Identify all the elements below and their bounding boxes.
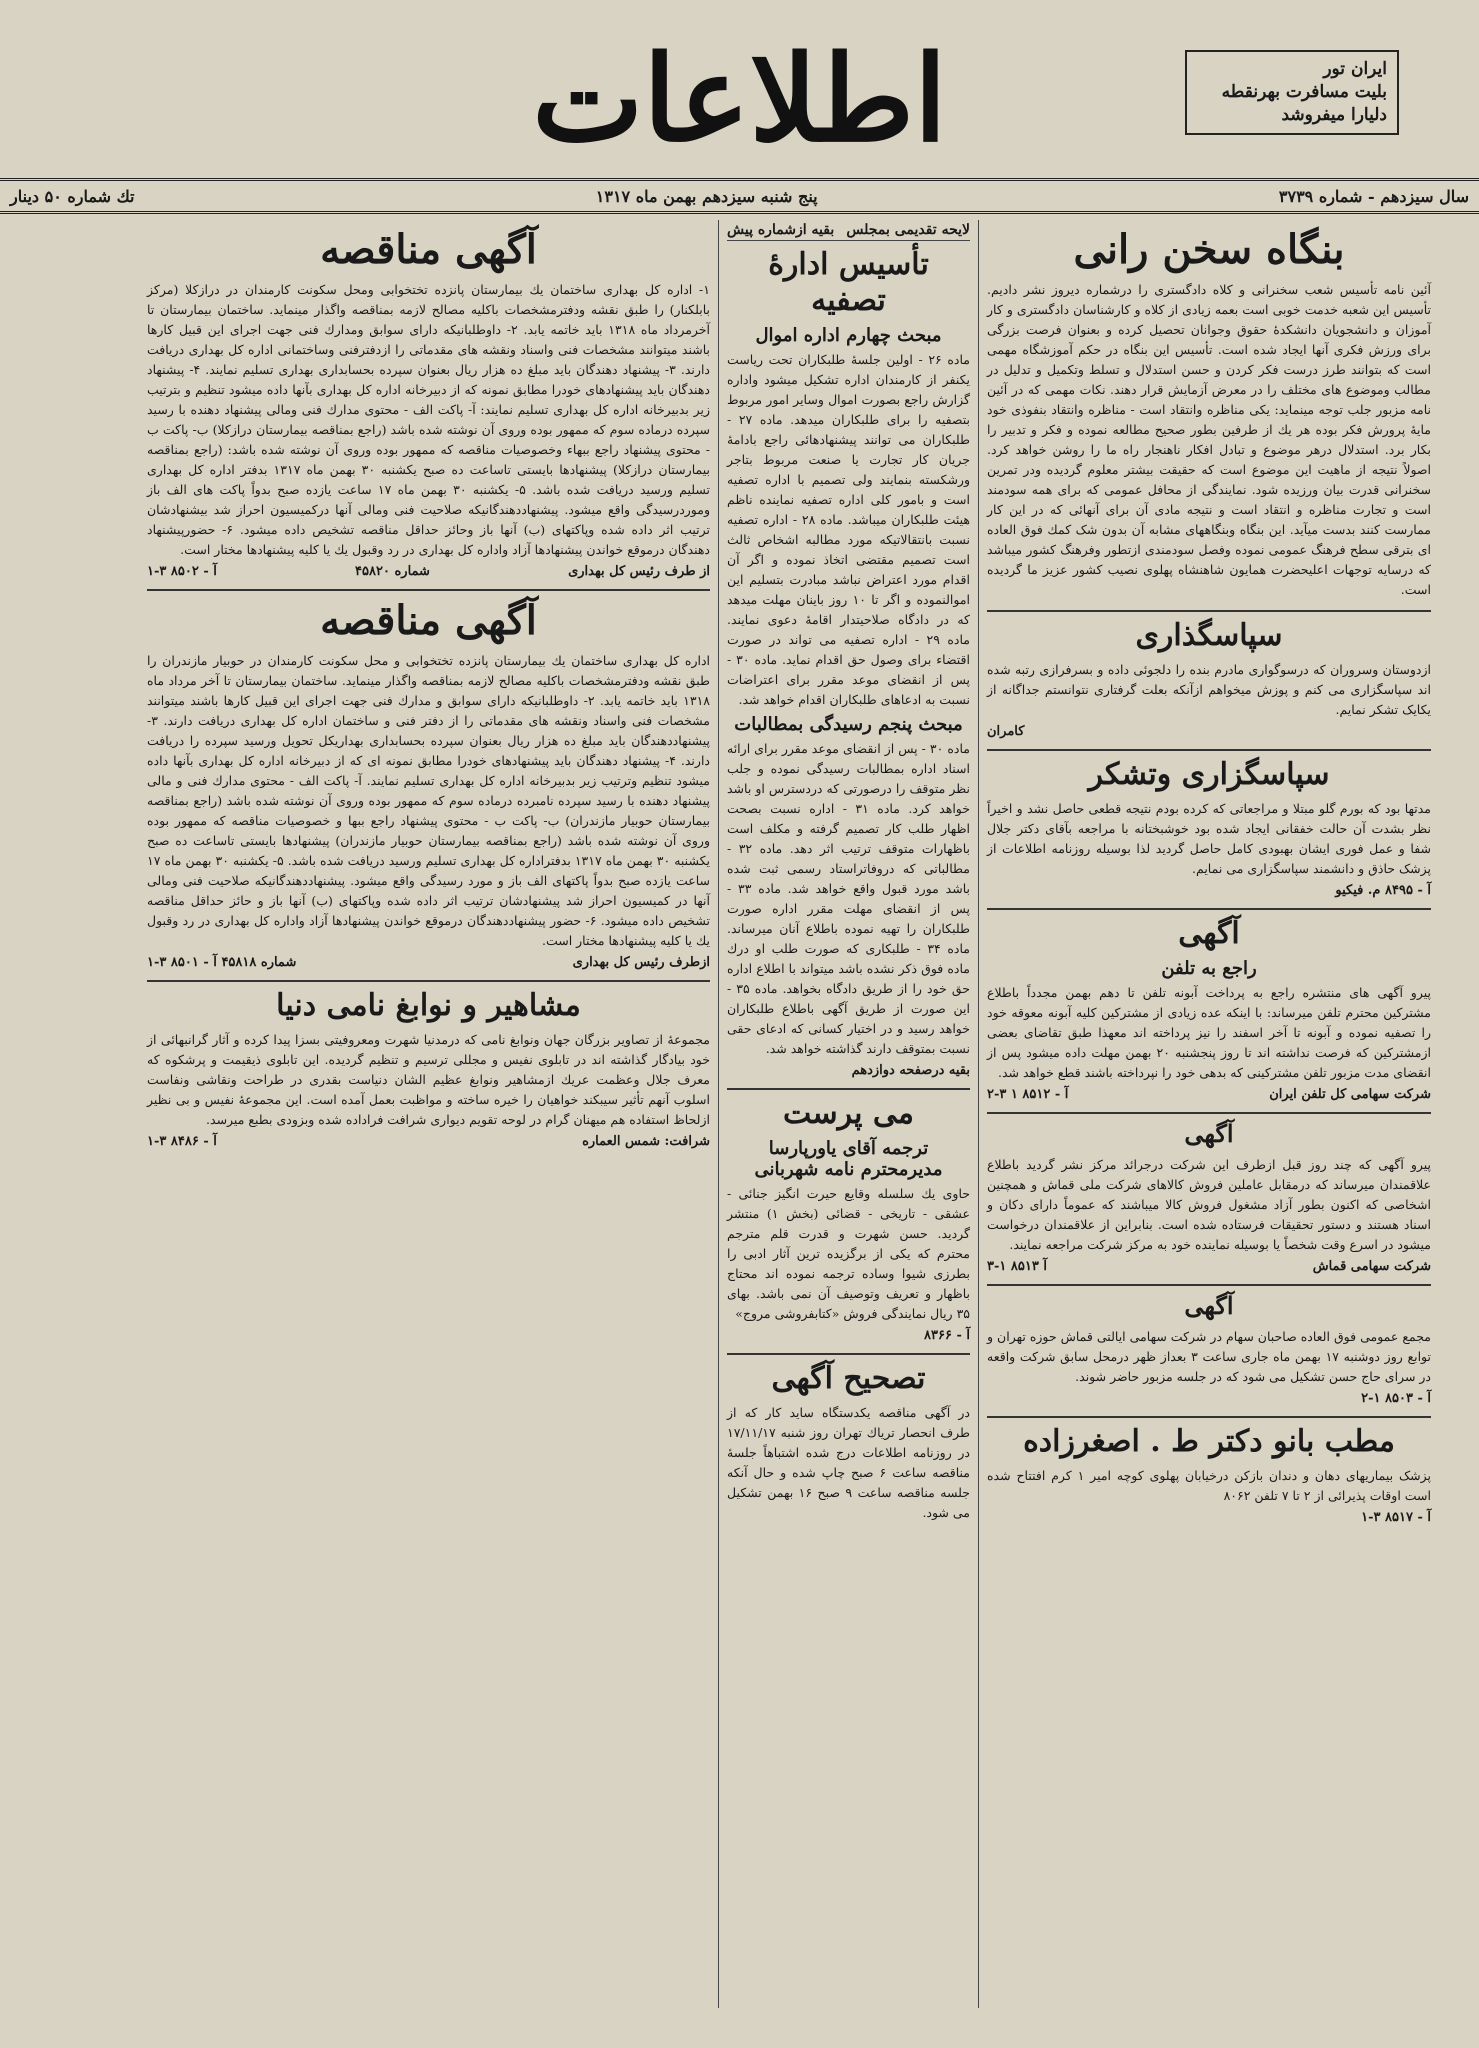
notice-thanks-2 — [987, 757, 1431, 910]
notice-tender-1 — [147, 226, 710, 591]
ad-book — [727, 1096, 970, 1355]
article-body: ماده ۲۶ - اولین جلسهٔ طلبکاران تحت ریاست یکنفر از کارمندان اداره تشکیل میشود واداره گزارش راجع بصورت اموال وسایر امور مربوط بتصفیه را برای طلبکاران میدهد. ماده ۲۷ - طلبکاران می توانند پیشنهادهائی راجع بادامهٔ جریان کار تجارت یا صنعت مربوط بتاجر ورشکسته بنمایند ولی تصمیم با اداره تصفیه است و بامور کلی اداره تصفیه نماینده ناظم هیئت طلبکاران میباشد. ماده ۲۸ - اداره تصفیه نسبت بانتقالاتیکه مورد مطالبه اشخاص ثالث است تصمیم مقتضی اتخاذ نموده و اگر آن اقدام مورد اعتراض نباشد مبادرت بتسلیم این اموالنموده و اگر تا ۱۰ روز باینان مهلت میدهد که در دادگاه صلاحیتدار اقامهٔ دعوی نمایند. ماده ۲۹ - اداره تصفیه می تواند در صورت اقتضاء برای وصول حق اقدام نماید. ماده ۳۰ - پس از انقضای موعد مقرر برای اعتراضات نسبت به ادعاهای طلبکاران اقدام خواهد شد. — [727, 352, 971, 707]
notice-reference: آ ۸۵۱۳ ۱-۳ — [987, 1258, 1047, 1274]
notice-body: مجمع عمومی فوق العاده صاحبان سهام در شرکت سهامی ایالتی قماش حوزه تهران و توابع روز دوشنبه ۱۷ بهمن ماه جاری ساعت ۳ بعداز ظهر درمحل سابق شرکت واقعه در سرای حاج حسن تشکیل می شود که در جلسه مزبور حاضر شوند. — [987, 1328, 1431, 1384]
notice-reference: آ - ۸۵۱۲ ۱ ۳-۲ — [987, 1087, 1069, 1102]
notice-signature: ازطرف رئیس کل بهداری — [572, 955, 710, 970]
notice-celebrities — [147, 988, 710, 1149]
masthead — [40, 29, 1439, 168]
article-section-heading: مبحث پنجم رسیدگی بمطالبات — [734, 714, 963, 735]
notice-title: تصحیح آگهی — [771, 1361, 926, 1396]
article-body: آئین نامه تأسیس شعب سخنرانی و کلاه دادگستری را درشماره دیروز نشر دادیم. تأسیس این شعبه خدمت خوبی است بعمه زیادی از کلاه و کارشناسان دادگستری و کار آموزان و دانشجویان دانشکدهٔ حقوق وجوانان تحصیل کرده و بعنوان فرصت بزرگی برای ورزش فکری آنها ایجاد شده است. تأسیس این بنگاه در حکم آموزشگاه مهمی است که بتوانند طرز درست فکر کردن و حسن استدلال و تسلط وتکمیل و تدلیل در مطالب وموضوع های مختلف را در معرض آزمایش قرار دهند. نکات مهمی که در آئین نامه مزبور جلب توجه مینماید: یکی مناظره وانتقاد است - مناظره وانتقاد بنفوذی خود مایهٔ پرورش فکر بوده هر یك از طرفین بطور صحیح مطالعه نموده و فکر و تدبیر را بکار برد. استدلال درهر موضوع و تبادل افکار ناهنجار راه ما را روشن خواهد کرد. اصولاً نتیجه از ماهیت این موضوع است که حقیقت بیشتر معلوم گردیده ودر تمرین سخنرانی قدرت بیان ورزیده شود. نمایندگی از محافل عمومی که برای همه سودمند است و تجارت مناظره و انتقاد است و نتیجه مادی آن برای آنهائی که در این کار ممارست کنند بدست میآید. این بنگاه وبنگاههای مشابه آن بدون شک کمك فوق العاده ای بترقی سطح فرهنگ عمومی نموده وفصل سودمندی ازتطور وفرهنگ کشور میباشد که درسایه توجهات اعلیحضرت همایون شاهنشاه پهلوی نصیب کشور عزیز ما گردیده است. — [987, 282, 1431, 597]
notice-body: در آگهی مناقصه یکدستگاه ساید کار که از طرف انحصار تریاك تهران روز شنبه ۱۷/۱۱/۱۷ در روزنامه اطلاعات درج شده اشتباهاً جلسهٔ مناقصه ساعت ۶ صبح چاپ شده و حال آنکه جلسه مناقصه ساعت ۹ صبح ۱۶ بهمن تشکیل می شود. — [727, 1405, 970, 1520]
notice-signature: شرافت: شمس العماره — [582, 1134, 710, 1149]
notice-tender-2 — [147, 597, 710, 982]
column-left — [139, 220, 719, 2008]
notice-title: مطب بانو دکتر ط . اصغرزاده — [1023, 1423, 1395, 1459]
dateline — [0, 178, 1479, 214]
notice-title: آگهی — [1178, 916, 1240, 951]
notice-reference: شماره ۴۵۸۲۰ — [355, 564, 430, 579]
column-bill — [719, 220, 979, 2008]
notice-body: پیرو آگهی که چند روز قبل ازطرف این شرکت درجرائد مرکز نشر گردید باطلاع علاقمندان میرساند که درمقابل عاملین فروش کالاهای شرکت ملی قماش و همچنین اشخاصی که اکنون بطور آزاد مشغول فروش کالا میباشند که عموماً دارای دکان و اسناد هستند و دستور تحقیقات فرستاده شده است. بنابراین از علاقمندان درخواست میشود در اسرع وقت شخصاً یا بوسیله نماینده خود به مرکز شرکت مراجعه نمایند. — [987, 1156, 1431, 1252]
notice-correction — [727, 1361, 970, 1523]
issue-date: پنج شنبه سیزدهم بهمن ماه ۱۳۱۷ — [595, 186, 818, 206]
corner-ad-line: ایران تور — [1323, 59, 1387, 79]
article-speech-bureau — [987, 226, 1431, 612]
ad-reference: آ - ۸۳۶۶ — [924, 1328, 970, 1343]
ad-body: حاوی یك سلسله وقایع حیرت انگیز جنائی - عشقی - تاریخی - قضائی (بخش ۱) منتشر گردید. حسن شهرت و قدرت قلم مترجم محترم که یکی از برگزیده ترین آثار ادبی را بطرزی شیوا وساده ترجمه نموده اند محتاج باظهار و تعریف وتوصیف آن نمی باشد. بهای ۳۵ ریال نمایندگی فروش «کتابفروشی مروج» — [727, 1186, 971, 1321]
article-bill — [727, 220, 970, 1090]
notice-body: ۱- اداره کل بهداری ساختمان یك بیمارستان پانزده تختخوابی ومحل سکونت کارمندان در درازکلا (مرکز بابلکنار) را طبق نقشه ودفترمشخصات باکلیه مصالح لازمه بمناقصه واگذار مینماید. ساختمان بیمارستان تا آخرمرداد ماه ۱۳۱۸ باید خاتمه یابد. ۲- داوطلبانیکه دارای سوابق ومدارك فنی جهت اجرای این قبیل کارها باشند میتوانند مشخصات فنی واسناد ونقشه های مقدماتی را ازدفترفنی وساختمانی اداره کل بهداری دریافت دارند. ۳- پیشنهاد دهندگان باید مبلغ ده هزار ریال بعنوان سپرده بحسابداری بهداری تسلیم نمایند. ۴- پیشنهاد دهندگان باید پیشنهادهای خودرا مطابق نمونه که از دبیرخانه اداره کل بهداری بآنها داده میشود تنظیم و بترتیب زیر بدبیرخانه اداره کل بهداری تسلیم نمایند: آ- پاکت الف - محتوی مدارك فنی ومالی پیشنهاد دهنده با رسید سپرده درماده سوم که ممهور بوده وروی آن نوشته شده باشد (راجع بمناقصه بیمارستان درازکلا) ب- پاکت ب - محتوی پیشنهاد راجع ببهاء وخصوصیات مناقصه که ممهور بوده وروی آن نوشته شده باشد: (راجع بمناقصه بیمارستان درازکلا) پیشنهادها بایستی تاساعت ده صبح یکشنبه ۳۰ بهمن ماه ۱۳۱۷ بدفتر اداره کل بهداری تسلیم ورسید دریافت شده باشد. ۵- یکشنبه ۳۰ بهمن ماه ۱۷ ساعت یازده صبح بدواً پاکت های الف باز وموردرسیدگی واقع میشود. پیشنهاددهندگانیکه صلاحیت فنی ومالی آنها درکمیسیون احراز شد بیشنهادشان ترتیب اثر داده شده وپاکتهای (ب) آنها باز وحائز حداقل مناقصه تشخیص داده میشود. ۶- حضورپیشنهاد دهندگان درموقع خواندن پیشنهادها آزاد واداره کل بهداری در رد وقبول یك یا کلیه پیشنهادها مختار است. — [147, 282, 711, 557]
article-continued: بقیه درصفحه دوازدهم — [851, 1063, 970, 1078]
notice-reference: آ - ۸۵۰۳ ۱-۲ — [1361, 1390, 1431, 1406]
notice-signature: از طرف رئیس کل بهداری — [568, 564, 710, 579]
notice-textile — [987, 1120, 1431, 1286]
notice-body: پیرو آگهی های منتشره راجع به پرداخت آبونه تلفن تا دهم بهمن مجدداً باطلاع مشترکین محترم تلفن میرساند: با اینکه عده زیادی از مشترکین کلیه آبونه معوقه خود را تصفیه نموده و آبونه تا آخر اسفند را نیز پرداخته اند معهذا طبق تقاضای بعضی ازمشترکین که فرصت نداشته اند تا روز پنجشنبه ۲۰ بهمن مهلت داده میشود پس از انقضای مدت مزبور تلفن مشترکینی که بدهی خود را نپرداخته باشند قطع خواهد شد. — [987, 985, 1431, 1080]
article-label: لایحه تقدیمی بمجلس — [846, 222, 970, 238]
notice-body: پزشک بیماریهای دهان و دندان بازکن درخیابان پهلوی کوچه امیر ۱ کرم افتتاح شده است اوقات پذیرائی از ۲ تا ۷ تلفن ۸۰۶۲ — [987, 1467, 1431, 1503]
ad-subtitle: ترجمه آقای یاورپارسا مدیرمحترم نامه شهربانی — [754, 1138, 943, 1180]
column-right — [979, 220, 1439, 2008]
notice-clinic — [987, 1424, 1431, 1525]
notice-title: آگهی — [1184, 1290, 1234, 1320]
issue-number: سال سیزدهم - شماره ۳۷۳۹ — [1278, 186, 1469, 206]
columns — [40, 220, 1439, 2008]
notice-subtitle: راجع به تلفن — [1161, 958, 1257, 979]
notice-title: مشاهیر و نوابغ نامی دنیا — [276, 988, 581, 1023]
notice-body: مجموعهٔ از تصاویر بزرگان جهان ونوابغ نامی که درمدنیا شهرت ومعروفیتی بسزا پیدا کرده و آثار گرانبهائی از خود بیادگار گذاشته اند در تابلوی نفیس و مجللی ترسیم و تنظیم گردیده. این تابلوی ذیقیمت و پرشکوه که معرف جلال وعظمت عریك ازمشاهیر ونوابغ عظیم الشان دنیاست بقدری در طراحت ونقاشی ونفاست اسلوب آنهم تأثیر سیبکند خواهیان را خیره ساخته و مواظبت بعمل آمده است. این مجموعهٔ نفیس و بی نظیر ازلحاظ استفاده هم میهنان گرام در لوحه تقویم دیواری شرافت فراداده شده وبزودی بطبع میرسد. — [147, 1032, 710, 1127]
corner-ad-box — [1185, 50, 1399, 135]
issue-price: تك شماره ۵۰ دینار — [10, 186, 135, 206]
article-body: ماده ۳۰ - پس از انقضای موعد مقرر برای ارائه اسناد اداره بمطالبات رسیدگی نموده و جلب نظر متوقف را درصورتی که دردسترس او باشد خواهد کرد. ماده ۳۱ - اداره نسبت بصحت اظهار طلب کار تصمیم گرفته و مکلف است باظهارات متوقف ترتیب اثر دهد. ماده ۳۲ - مطالباتی که دروفاتراستاد رسمی ثبت شده باشد مورد قبول واقع خواهد شد. ماده ۳۳ - پس از انقضای مهلت مقرر اداره صورت طلبکاران را تهیه نموده باطلاع آنان میرساند. ماده ۳۴ - طلبکاری که صورت طلب او درك ماده فوق ذکر نشده باشد میتواند با اطلاع اداره حق خود را از طریق دادگاه بخواهد. ماده ۳۵ - این صورت از طریق آگهی باطلاع طلبکاران خواهد رسید و در اختیار کسانی که ادعای حقی نسبت بمتوقف دارند گذاشته خواهد شد. — [727, 741, 970, 1056]
notice-body: ازدوستان وسروران که درسوگواری مادرم بنده را دلجوئی داده و بسرفرازی رتبه شده اند سپاسگزاری می کنم و پوزش میخواهم ازآنکه بعلت گرفتاری نتوانستم جداگانه از یکایک تشکر نمایم. — [987, 662, 1431, 717]
article-title: تأسیس ادارهٔ تصفیه — [768, 247, 929, 318]
corner-ad-line: بلیت مسافرت بهرنقطه — [1221, 81, 1387, 102]
notice-title: سپاسگزاری وتشکر — [1088, 757, 1330, 792]
notice-thanks-1 — [987, 618, 1431, 751]
notice-title: آگهی — [1184, 1119, 1234, 1148]
notice-title: آگهی مناقصه — [320, 226, 537, 273]
notice-telephone — [987, 916, 1431, 1114]
notice-reference: آ - ۸۴۸۶ ۳-۱ — [147, 1134, 217, 1149]
notice-title: آگهی مناقصه — [320, 597, 537, 644]
notice-meeting — [987, 1292, 1431, 1418]
newspaper-logo: اطلاعات — [532, 29, 947, 168]
notice-signature: شرکت سهامی کل تلفن ایران — [1269, 1087, 1431, 1102]
notice-reference: شماره ۴۵۸۱۸ آ - ۸۵۰۱ ۳-۱ — [147, 955, 297, 970]
article-label: بقیه ازشماره پیش — [727, 222, 835, 238]
ad-title: می پرست — [782, 1096, 914, 1131]
notice-signature: کامران — [987, 724, 1025, 739]
notice-title: سپاسگذاری — [1135, 618, 1283, 653]
notice-reference: آ - ۸۵۱۷ ۳-۱ — [1361, 1509, 1431, 1525]
article-section-heading: مبحث چهارم اداره اموال — [755, 325, 942, 346]
notice-body: مدتها بود که بورم گلو مبتلا و مراجعاتی که کرده بودم نتیجه قطعی حاصل نشد و اخیراً نظر بشدت آن حالت خفقانی ایجاد شده بود خوشبختانه با مراجعه بآقای دکتر جلال شفا و عمل فوری ایشان بهبودی کامل حاصل گردید لذا بوسیله روزنامه اطلاعات از پزشک حاذق و دانشمند سپاسگزاری می نمایم. — [987, 801, 1431, 876]
notice-reference: آ - ۸۵۰۲ ۳-۱ — [147, 564, 217, 579]
corner-ad-line: دلیارا میفروشد — [1281, 104, 1387, 125]
notice-signature: آ - ۸۴۹۵ م. فیکیو — [1335, 883, 1431, 898]
article-title: بنگاه سخن رانی — [1073, 226, 1345, 273]
notice-body: اداره کل بهداری ساختمان یك بیمارستان پانزده تختخوابی و محل سکونت کارمندان در حوبیار مازندران را طبق نقشه ودفترمشخصات باکلیه مصالح لازمه بمناقصه واگذار مینماید. ساختمان بیمارستان تا آخر مرداد ماه ۱۳۱۸ باید خاتمه یابد. ۲- داوطلبانیکه دارای سوابق و مدارك فنی جهت اجرای این قبیل کارها باشند میتوانند مشخصات فنی واسناد ونقشه های مقدماتی را از دفتر فنی و ساختمان اداره کل بهداری دریافت دارند. ۳- پیشنهاددهندگان باید مبلغ ده هزار ریال بعنوان سپرده بحسابداری بهداریکل تحویل ورسید سپرده را دریافت دارند. ۴- پیشنهاد دهندگان باید پیشنهادهای خودرا مطابق نمونه ای که از دبیرخانه اداره کل بهداری بآنها داده میشود تنظیم وترتیب زیر بدبیرخانه اداره کل بهداری تسلیم نمایند. آ- پاکت الف - محتوی مدارك فنی و مالی پیشنهاد دهنده با رسید سپرده نامبرده درماده سوم که ممهور بوده وروی آن نوشته شده باشد (راجع بمناقصه بیمارستان حوبیار مازندران) ب- پاکت ب - محتوی پیشنهاد راجع ببها و خصوصیات مناقصه که ممهور بوده وروی آن نوشته شده باشد (راجع بمناقصه بیمارستان حوبیار مازندران) پیشنهادها بایستی تاساعت ده صبح یکشنبه ۳۰ بهمن ماه ۱۳۱۷ بدفتراداره کل بهداری تسلیم ورسید دریافت شده باشد. ۵- یکشنبه ۳۰ بهمن ماه ۱۷ ساعت یازده صبح بدواً پاکتهای الف باز و مورد رسیدگی واقع میشود. پیشنهاددهندگانیکه صلاحیت فنی ومالی آنها در کمیسیون احراز شد پیشنهادشان ترتیب اثر داده شده وپاکتهای (ب) آنها باز و حائز حداقل مناقصه تشخیص داده میشود. ۶- حضور پیشنهاددهندگان درموقع خواندن پیشنهادها آزاد واداره کل بهداری در رد وقبول یك یا کلیه پیشنهادها مختار است. — [147, 653, 710, 948]
notice-signature: شرکت سهامی قماش — [1312, 1258, 1431, 1274]
